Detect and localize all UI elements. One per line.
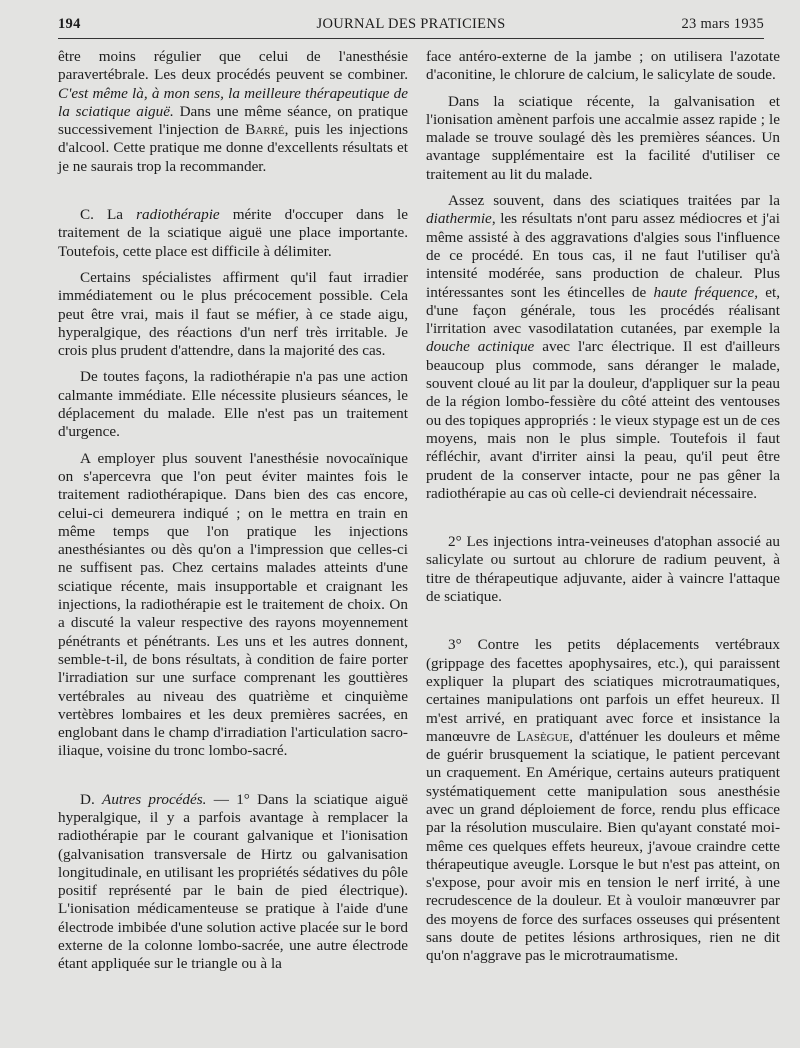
term-radiotherapie: radiothérapie (136, 206, 220, 224)
page-number: 194 (58, 16, 81, 32)
heading-autres-procedes: Autres procédés. (102, 790, 207, 808)
journal-title: JOURNAL DES PRATICIENS (316, 16, 506, 32)
paragraph-ionisation-agents: face antéro-externe de la jambe ; on utilisera l'azotate d'aconitine, le chlorure de calcium, le salicylate de soude. (426, 48, 780, 84)
paragraph-specialists: Certains spécialistes affirment qu'il faut irradier immédiatement ou le plus précocement possible. Cela peut être vrai, mais il faut se méfier, à ce stade aigu, hyperalgique, des réactions d'un nerf très irritable. Je crois plus prudent d'attendre, dans la majorité des cas. (58, 268, 408, 360)
section-c-radiotherapy: C. La radiothérapie mérite d'occuper dans le traitement de la sciatique aiguë une place importante. Toutefois, cette place est difficile à délimiter. (58, 206, 408, 260)
running-header (58, 12, 764, 39)
term-diathermie: diathermie (426, 210, 492, 228)
paragraph-intravenous-injections: 2° Les injections intra-veineuses d'atophan associé au salicylate ou surtout au chlorure de radium peuvent, à titre de thérapeutique adjuvante, aider à vaincre l'attaque de sciatique. (426, 533, 780, 606)
issue-date: 23 mars 1935 (681, 16, 764, 32)
paragraph-galvanisation: Dans la sciatique récente, la galvanisation et l'ionisation amènent parfois une accalmie assez rapide ; le malade se trouve soulagé dès les premières séances. Un avantage supplémentaire est la facilité d'utiliser ce traitement au lit du malade. (426, 92, 780, 183)
paragraph-novocaine-anesthesia: A employer plus souvent l'anesthésie novocaïnique on s'apercevra que l'on peut éviter maintes fois le traitement radiothérapique. Dans bien des cas encore, celui-ci demeurera indiqué ; on le mettra en train en même temps que l'on pratique les injections anesthésiantes ou dès qu'on a l'impression que celles-ci ne suffisent pas. Chez certains malades atteints d'une sciatique récente, mais insupportable et craignant les injections, la radiothérapie est le traitement de choix. On a discuté la valeur respective des rayons moyennement pénétrants et pénétrants. Les uns et les autres donnent, semble-t-il, de bons résultats, à condition de faire porter l'irradiation sur une surface comprenant les gouttières vertébrales au niveau des quatrième et cinquième vertèbres lombaires et les deux premières sacrées, en englobant dans le champ d'irradiation l'articulation sacro-iliaque, voisine du tronc lombo-sacré. (58, 449, 408, 760)
paragraph-diathermy: Assez souvent, dans des sciatiques traitées par la diathermie, les résultats n'ont paru assez médiocres et j'ai même assisté à des aggravations d'algies sous l'influence de ce procédé. En tous cas, il ne faut l'utiliser qu'à intensité modérée, sans production de chaleur. Plus intéressantes sont les étincelles de haute fréquence, et, d'une façon générale, tous les procédés réalisant l'irritation avec vasodilatation cutanées, par exemple la douche actinique avec l'arc électrique. Il est d'ailleurs beaucoup plus commode, sans déranger le malade, souvent cloué au lit par la douleur, d'appliquer sur la peau de la région lombo-fessière du côté atteint des ventouses ou des topiques appropriés : le vieux stypage est un de ces moyens, mais non le plus simple. Toutefois il faut réfléchir, avant d'irriter ainsi la peau, qu'il peut être prudent de la conserver intacte, pour ne pas gêner la radiothérapie au cas où celle-ci deviendrait nécessaire. (426, 192, 780, 502)
term-douche-actinique: douche actinique (426, 338, 535, 356)
paragraph-combination: être moins régulier que celui de l'anesthésie paravertébrale. Les deux procédés peuvent se combiner. C'est même là, à mon sens, la meilleure thérapeutique de la sciatique aiguë. Dans une même séance, on pratique successivement l'injection de Barré, puis les injections d'alcool. Cette pratique me donne d'excellents résultats et je ne saurais trop la recommander. (58, 48, 409, 175)
author-name-lasegue: Lasègue (516, 727, 570, 745)
section-d-other-procedures: D. Autres procédés. — 1° Dans la sciatique aiguë hyperalgique, il y a parfois avantage à remplacer la radiothérapie par le courant galvanique et l'ionisation (galvanisation transversale de Hirtz ou galvanisation longitudinale, en utilisant les propriétés sédatives du pôle positif représenté par le bain de pied électrique). L'ionisation médicamenteuse se pratique à l'aide d'une électrode imbibée d'une solution active placée sur le bord externe de la colonne lombo-sacrée, une autre électrode étant appliquée sur le triangle ou à la (58, 790, 408, 973)
paragraph-manipulations: 3° Contre les petits déplacements vertébraux (grippage des facettes apophysaires, etc.), qui paraissent expliquer la plupart des sciatiques microtraumatiques, certaines manipulations ont parfois un effet heureux. Il m'est arrivé, en pratiquant avec force et insistance la manœuvre de Lasègue, d'atténuer les douleurs et même de guérir brusquement la sciatique, le patient percevant un craquement. En Amérique, certains auteurs pratiquent systématiquement cette manipulation sous anesthésie avec un grand déploiement de force, rendu plus efficace par la résolution musculaire. Bien qu'ayant constaté moi-même ces quelques effets heureux, j'avoue craindre cette thérapeutique aveugle. Lorsque le but n'est pas atteint, on s'expose, pour avoir mis en tension le nerf irrité, à une recrudescence de la douleur. Et à vouloir manœuvrer par des moyens de force des surfaces osseuses qui présentent sans doute de petites lésions arthrosiques, rien ne dit qu'on n'aggrave pas le microtraumatisme. (426, 636, 781, 965)
right-column (426, 48, 780, 966)
emphasis-best-therapy: C'est même là, à mon sens, la meilleure thérapeutique de la sciatique aiguë. (58, 84, 408, 120)
term-haute-frequence: haute fréquence (653, 283, 755, 301)
paragraph-no-immediate-action: De toutes façons, la radiothérapie n'a pas une action calmante immédiate. Elle nécessite plusieurs séances, le déplacement du malade. Elle n'est pas un traitement d'urgence. (58, 368, 408, 441)
author-name-barre: Barré (245, 121, 285, 139)
left-column (58, 48, 408, 974)
